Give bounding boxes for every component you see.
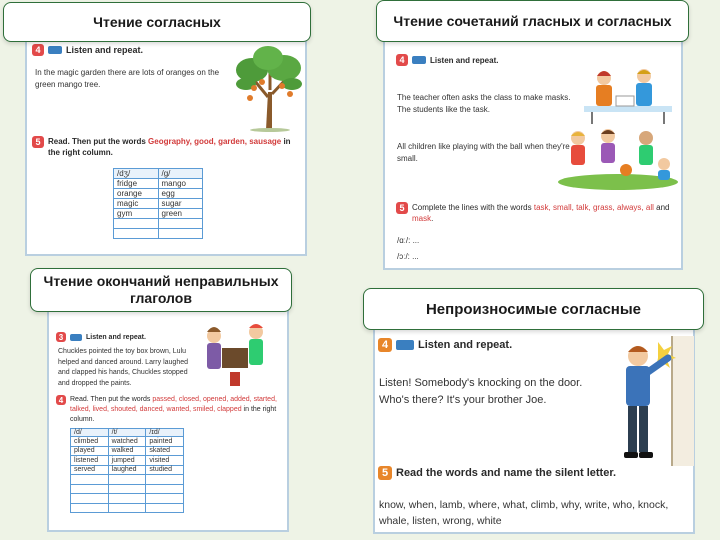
table-cell [114, 219, 159, 229]
table-cell: visited [146, 456, 184, 466]
panel-verb-endings-title: Чтение окончаний неправильных глаголов [30, 268, 292, 312]
panel-vowel-combos-title: Чтение сочетаний гласных и согласных [376, 0, 689, 42]
table-cell [158, 229, 203, 239]
exercise-number-badge: 5 [32, 136, 44, 148]
table-cell: listened [71, 456, 109, 466]
table-cell: orange [114, 189, 159, 199]
table-cell [158, 219, 203, 229]
table-row [71, 503, 184, 513]
panel2-ex4-text2: All children like playing with the ball when they're small. [397, 142, 570, 163]
table-cell: played [71, 446, 109, 456]
mango-tree-illustration [232, 42, 304, 132]
table-row [71, 484, 184, 494]
exercise-number-badge: 4 [56, 395, 66, 405]
table-cell [146, 503, 184, 513]
panel2-ex4-heading [396, 54, 498, 66]
ex5-prefix: Read. Then put the words [48, 137, 149, 146]
listen-icon [48, 46, 62, 54]
table-cell: sugar [158, 199, 203, 209]
panel3-ex3-heading [56, 332, 146, 342]
panel2-line2: /ɔː/: ... [397, 252, 419, 261]
table-cell: watched [108, 437, 146, 447]
panel1-ex4-text: In the magic garden there are lots of oranges on the green mango tree. [35, 68, 220, 89]
ex5-mid: and [653, 203, 670, 212]
panel3-phonics-table [70, 428, 184, 513]
table-cell: jumped [108, 456, 146, 466]
table-row [71, 456, 184, 466]
ex4-prefix: Read. Then put the words [70, 396, 153, 403]
ex5-prefix: Complete the lines with the words [412, 203, 534, 212]
table-cell: green [158, 209, 203, 219]
table-cell: egg [158, 189, 203, 199]
ex5-suffix: in the right column. [48, 137, 291, 157]
table-row [114, 209, 203, 219]
ex5-instruction [48, 136, 298, 158]
ex5-last: mask [412, 214, 432, 223]
listen-icon [70, 334, 82, 341]
ex4-words: passed, closed, opened, added, started, talked, lived, shouted, danced, wanted, smiled, clapped [70, 396, 277, 413]
clowns-illustration [200, 318, 270, 390]
table-row [114, 189, 203, 199]
table-header-cell: /d/ [71, 429, 109, 437]
panel-silent-consonants-title: Непроизносимые согласные [363, 288, 704, 330]
table-row [71, 465, 184, 475]
panel2-ex4-text1: The teacher often asks the class to make masks. The students like the task. [397, 93, 571, 114]
exercise-number-badge: 5 [396, 202, 408, 214]
table-header-cell: /dʒ/ [114, 169, 159, 179]
table-row [114, 229, 203, 239]
table-cell: laughed [108, 465, 146, 475]
table-cell [108, 484, 146, 494]
listen-icon [396, 340, 414, 350]
panel4-silent-words: know, when, lamb, where, what, climb, why, write, who, knock, whale, listen, wrong, white [379, 499, 669, 527]
panel1-ex5-heading [32, 136, 298, 158]
table-cell [146, 494, 184, 504]
classroom-illustration [582, 66, 674, 124]
ex4-heading-text: Listen and repeat. [418, 339, 513, 351]
table-row [71, 437, 184, 447]
table-row [71, 446, 184, 456]
panel1-phonics-table [113, 168, 203, 239]
table-cell: climbed [71, 437, 109, 447]
table-row [71, 475, 184, 485]
table-cell: studied [146, 465, 184, 475]
table-cell: served [71, 465, 109, 475]
table-row [71, 494, 184, 504]
ex5-suffix: . [431, 214, 434, 223]
table-cell [71, 503, 109, 513]
table-cell: walked [108, 446, 146, 456]
table-header-cell: /t/ [108, 429, 146, 437]
table-cell [146, 475, 184, 485]
panel4-ex4-text: Listen! Somebody's knocking on the door. Who's there? It's your brother Joe. [379, 377, 583, 406]
panel-consonants-title: Чтение согласных [3, 2, 311, 42]
table-cell: magic [114, 199, 159, 209]
exercise-number-badge: 3 [56, 332, 66, 342]
ex4-heading-text: Listen and repeat. [66, 45, 144, 55]
exercise-number-badge: 5 [378, 466, 392, 480]
exercise-number-badge: 4 [32, 44, 44, 56]
panel2-line1: /ɑː/: ... [397, 236, 420, 245]
table-cell [108, 494, 146, 504]
table-cell [71, 494, 109, 504]
table-cell [114, 229, 159, 239]
ex5-instruction [412, 202, 682, 224]
table-header-cell: /ɪd/ [146, 429, 184, 437]
table-cell [108, 475, 146, 485]
panel4-ex4-heading [378, 338, 512, 352]
table-cell: skated [146, 446, 184, 456]
ex5-words: Geography, good, garden, sausage [148, 137, 282, 146]
table-row [114, 179, 203, 189]
table-header-row [71, 429, 184, 437]
table-cell: mango [158, 179, 203, 189]
table-row [114, 199, 203, 209]
table-cell [71, 475, 109, 485]
panel3-ex4-heading [56, 395, 280, 425]
table-row [114, 219, 203, 229]
table-header-row [114, 169, 203, 179]
ex4-heading-text: Listen and repeat. [430, 55, 499, 65]
boy-knocking-illustration [612, 336, 694, 466]
ex5-heading-text: Read the words and name the silent letter. [396, 467, 617, 479]
listen-icon [412, 56, 426, 64]
ex5-words: task, small, talk, grass, always, all [533, 203, 654, 212]
ex4-suffix: in the right column. [70, 406, 277, 423]
exercise-number-badge: 4 [378, 338, 392, 352]
table-cell [108, 503, 146, 513]
table-cell: painted [146, 437, 184, 447]
panel3-ex3-text: Chuckles pointed the toy box brown, Lulu helped and danced around. Larry laughed and clapped his hands, Chuckles stopped and dropped the paints. [58, 348, 188, 387]
exercise-number-badge: 4 [396, 54, 408, 66]
table-cell: fridge [114, 179, 159, 189]
table-header-cell: /g/ [158, 169, 203, 179]
table-cell [146, 484, 184, 494]
table-cell [71, 484, 109, 494]
table-cell: gym [114, 209, 159, 219]
panel4-ex5-heading [378, 466, 616, 480]
panel1-ex4-heading [32, 44, 143, 56]
ex4-instruction [70, 395, 280, 425]
panel2-ex5-heading [396, 202, 682, 224]
ex3-heading-text: Listen and repeat. [86, 333, 146, 341]
